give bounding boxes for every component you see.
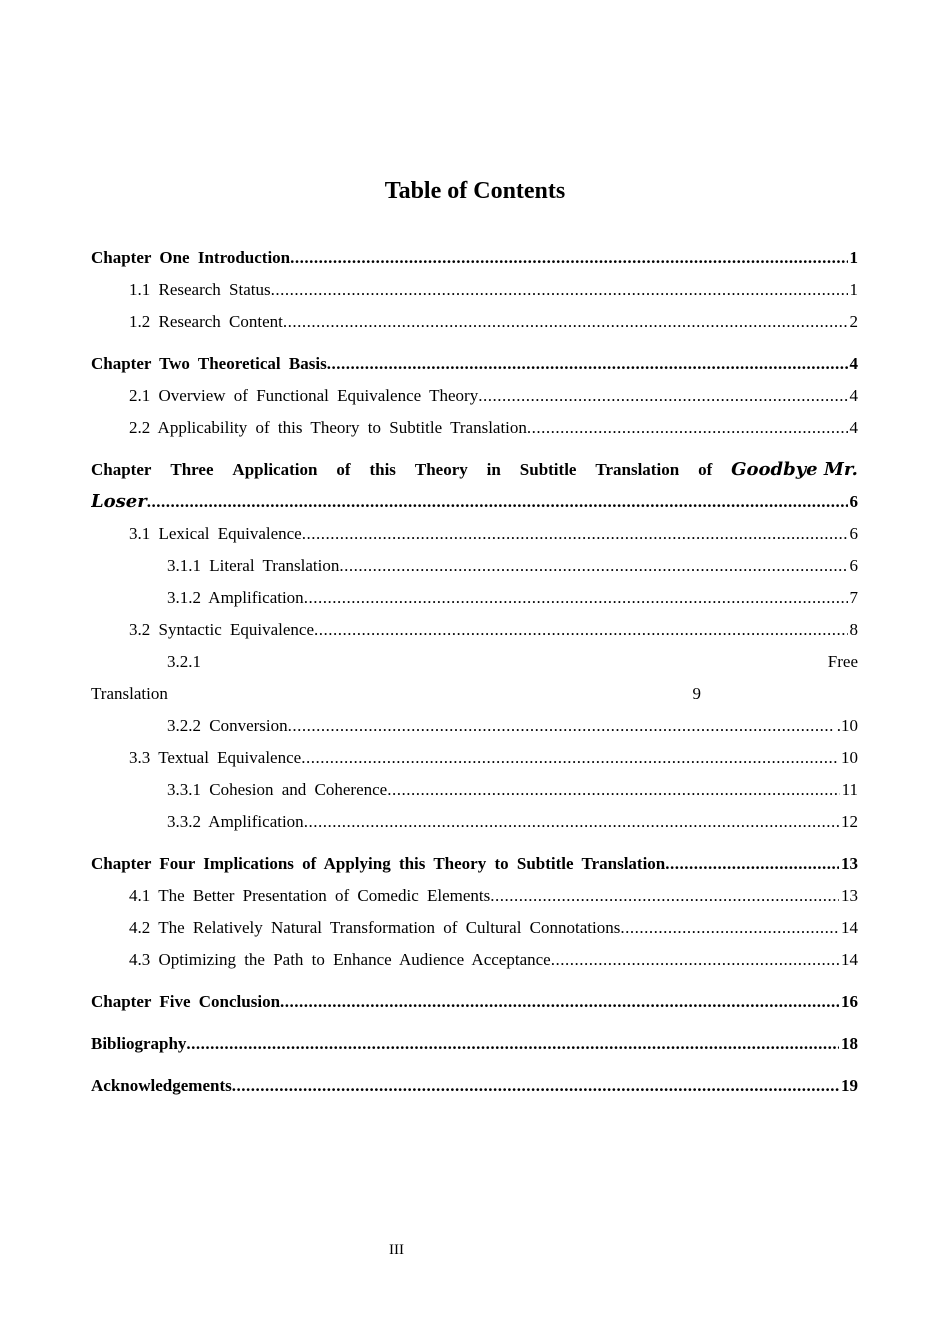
toc-page-number: 9 — [692, 684, 701, 703]
toc-entry-3-3-1[interactable] — [91, 776, 858, 808]
toc-entry-label: Chapter Five Conclusion — [91, 992, 281, 1011]
toc-entry-label: 1.2 Research Content — [129, 312, 283, 331]
toc-entry-label: 2.1 Overview of Functional Equivalence Theory — [129, 386, 479, 405]
toc-entry-label-line — [91, 648, 858, 680]
table-of-contents — [91, 244, 858, 1104]
toc-entry-label: 3.1.2 Amplification — [167, 588, 304, 607]
toc-page-number: 14 — [841, 950, 858, 969]
toc-page-number: 1 — [849, 280, 858, 299]
dot-leader — [301, 744, 839, 772]
toc-entry-acknowledgements[interactable] — [91, 1072, 858, 1104]
film-title-italic: Goodbye Mr. — [731, 459, 858, 480]
toc-entry-label: 3.1 Lexical Equivalence — [129, 524, 302, 543]
dot-leader — [304, 808, 839, 836]
dot-leader — [327, 350, 848, 378]
toc-entry-3-2-2[interactable] — [91, 712, 858, 744]
dot-leader — [490, 882, 839, 910]
dot-leader — [304, 584, 848, 612]
toc-page-number: 4 — [849, 354, 858, 373]
toc-page-number: 10 — [841, 748, 858, 767]
toc-entry-3-1-1[interactable] — [91, 552, 858, 584]
toc-entry-4-3[interactable] — [91, 946, 858, 978]
toc-entry-3-2[interactable] — [91, 616, 858, 648]
toc-entry-label: 1.1 Research Status — [129, 280, 271, 299]
toc-page-number: 6 — [849, 492, 858, 511]
toc-entry-number: 3.2.1 — [167, 652, 201, 671]
toc-page-number: 1 — [849, 248, 858, 267]
toc-page-number: 18 — [841, 1034, 858, 1053]
toc-entry-label: Bibliography — [91, 1034, 187, 1053]
toc-entry-label: 3.3 Textual Equivalence — [129, 748, 302, 767]
toc-word: Chapter — [91, 460, 152, 479]
toc-entry-3-3-2[interactable] — [91, 808, 858, 840]
toc-entry-1-1[interactable] — [91, 276, 858, 308]
toc-entry-3-3[interactable] — [91, 744, 858, 776]
dot-leader — [186, 1030, 839, 1058]
toc-entry-chapter-three[interactable] — [91, 456, 858, 520]
dot-leader — [665, 850, 839, 878]
toc-entry-label: Chapter One Introduction — [91, 248, 291, 267]
toc-entry-chapter-one[interactable] — [91, 244, 858, 276]
toc-page-number: 2 — [849, 312, 858, 331]
toc-entry-3-1[interactable] — [91, 520, 858, 552]
toc-word: Theory — [414, 460, 468, 479]
toc-page-number: 11 — [841, 780, 858, 799]
toc-page-number: 16 — [841, 992, 858, 1011]
toc-page-number: 4 — [849, 418, 858, 437]
toc-page-number: 14 — [841, 918, 858, 937]
dot-leader — [620, 914, 839, 942]
toc-page-number: 13 — [841, 854, 858, 873]
toc-entry-1-2[interactable] — [91, 308, 858, 340]
toc-entry-2-1[interactable] — [91, 382, 858, 414]
dot-leader — [232, 1072, 839, 1100]
toc-entry-2-2[interactable] — [91, 414, 858, 446]
toc-word: Application — [232, 460, 318, 479]
toc-word: Subtitle — [519, 460, 577, 479]
toc-entry-label: Acknowledgements — [91, 1076, 232, 1095]
toc-page-number: 6 — [849, 524, 858, 543]
toc-word: Free — [827, 652, 858, 671]
dot-leader — [147, 488, 848, 516]
toc-word: this — [369, 460, 396, 479]
dot-leader — [551, 946, 839, 974]
toc-entry-label: 4.1 The Better Presentation of Comedic Elements — [129, 886, 491, 905]
toc-entry-label-line — [91, 680, 701, 712]
toc-entry-label: 3.1.1 Literal Translation — [167, 556, 340, 575]
dot-leader — [339, 552, 847, 580]
toc-entry-label: 4.2 The Relatively Natural Transformation of Cultural Connotations — [129, 918, 621, 937]
toc-entry-label-line — [91, 488, 858, 520]
dot-leader — [280, 988, 839, 1016]
toc-page-number: 6 — [849, 556, 858, 575]
dot-leader — [314, 616, 847, 644]
toc-entry-label: Chapter Four Implications of Applying this Theory to Subtitle Translation — [91, 854, 666, 873]
dot-leader — [290, 244, 847, 272]
toc-page-number: 13 — [841, 886, 858, 905]
page-number-footer: III — [389, 1242, 404, 1258]
toc-word: in — [486, 460, 501, 479]
toc-page-number: 7 — [849, 588, 858, 607]
page-title: Table of Contents — [384, 178, 566, 204]
toc-entry-3-2-1[interactable] — [91, 648, 858, 712]
toc-entry-3-1-2[interactable] — [91, 584, 858, 616]
dot-leader — [387, 776, 839, 804]
toc-word: Three — [170, 460, 214, 479]
toc-entry-4-1[interactable] — [91, 882, 858, 914]
toc-word: of — [698, 460, 713, 479]
toc-page-number: .10 — [836, 716, 858, 735]
dot-leader — [302, 520, 848, 548]
toc-entry-label: 4.3 Optimizing the Path to Enhance Audience Acceptance — [129, 950, 551, 969]
toc-entry-label-line — [91, 456, 858, 488]
toc-page-number: 12 — [841, 812, 858, 831]
toc-page-number: 4 — [849, 386, 858, 405]
dot-leader — [283, 308, 848, 336]
dot-leader — [527, 414, 848, 442]
toc-word: Translation — [91, 684, 168, 703]
toc-entry-label: 3.2 Syntactic Equivalence — [129, 620, 315, 639]
toc-entry-label: Chapter Two Theoretical Basis — [91, 354, 327, 373]
toc-word: Translation — [595, 460, 680, 479]
toc-entry-bibliography[interactable] — [91, 1030, 858, 1062]
toc-entry-4-2[interactable] — [91, 914, 858, 946]
toc-entry-label: 3.2.2 Conversion — [167, 716, 288, 735]
dot-leader — [288, 712, 835, 740]
toc-entry-label: 2.2 Applicability of this Theory to Subtitle Translation — [129, 418, 527, 437]
toc-word: of — [336, 460, 351, 479]
toc-entry-label: 3.3.2 Amplification — [167, 812, 304, 831]
toc-page-number: 19 — [841, 1076, 858, 1095]
toc-entry-chapter-four[interactable] — [91, 850, 858, 882]
toc-entry-label: 3.3.1 Cohesion and Coherence — [167, 780, 388, 799]
toc-entry-chapter-two[interactable] — [91, 350, 858, 382]
toc-entry-chapter-five[interactable] — [91, 988, 858, 1020]
film-title-italic: Loser — [91, 491, 147, 512]
dot-leader — [271, 276, 848, 304]
dot-leader — [478, 382, 847, 410]
toc-page-number: 8 — [849, 620, 858, 639]
